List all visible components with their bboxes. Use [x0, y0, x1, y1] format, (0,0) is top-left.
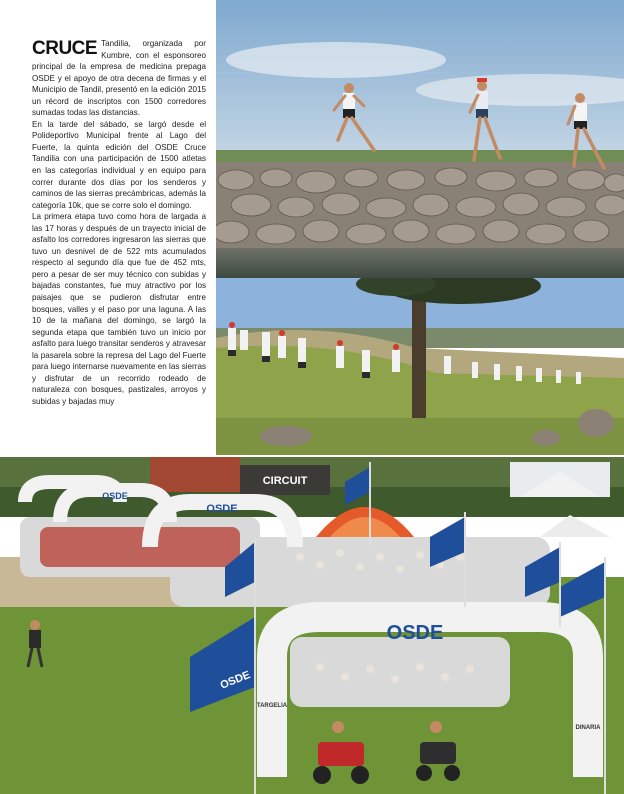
paragraph-1 — [32, 38, 206, 119]
circuit-banner-text: CIRCUIT — [262, 475, 308, 487]
race-start-photo — [0, 457, 624, 794]
sponsor-left: TARGELIA — [256, 703, 288, 709]
paragraph-2: En la tarde del sábado, se largó desde el Polideportivo Municipal frente al Lago del Fuerte, la quinta edición del OSDE Cruce Tandilia con una participación de 1500 atletas en las categorías individual y en equipo para correr durante dos días por los senderos y caminos de las sierras precámbricas, además la categoría 10k, que se corre solo el domingo. — [32, 119, 206, 210]
middle-arch-brand: OSDE — [206, 503, 238, 515]
paragraph-3: La primera etapa tuvo como hora de largada a las 17 horas y después de un trayecto inicial de asfalto los corredores ingresaron las sierras que tuvo un desnivel de de 522 mts acumulados respecto al segundo día que fue de 452 mts, pero a pesar de ser muy técnico con subidas y bajadas constantes, fue muy atractivo por los paisajes que se pudieron disfrutar entre bosques, valles y el paso por una laguna. A las 10 de la mañana del domingo, se largó la segunda etapa que también tuvo un inicio por asfalto para luego transitar senderos y atravesar la pasarela sobre la represa del Lago del Fuerte para luego internarse nuevamente en las sierras y disfrutar de un recorrido rodeado de naturaleza con bosques, pastizales, arroyos y subidas y bajadas muy — [32, 212, 206, 406]
front-arch-brand: OSDE — [386, 622, 444, 644]
lead-word: CRUCE — [32, 38, 98, 59]
hill-runners-photo — [216, 278, 624, 455]
back-arch-brand: OSDE — [102, 491, 128, 501]
paragraph-1-text: Tandilia, organizada por Kumbre, con el esponsoreo principal de la empresa de medicina prepaga OSDE y el apoyo de otra decena de firmas y el Municipio de Tandil, presentó en la edición 2015 un récord de inscriptos con 1500 corredores sumadas todas las distancias. — [32, 39, 206, 118]
trail-runners-photo — [216, 0, 624, 278]
sponsor-right: DINARIA — [575, 725, 601, 731]
article-text — [32, 38, 206, 408]
flag-text: OSDE — [218, 668, 253, 692]
